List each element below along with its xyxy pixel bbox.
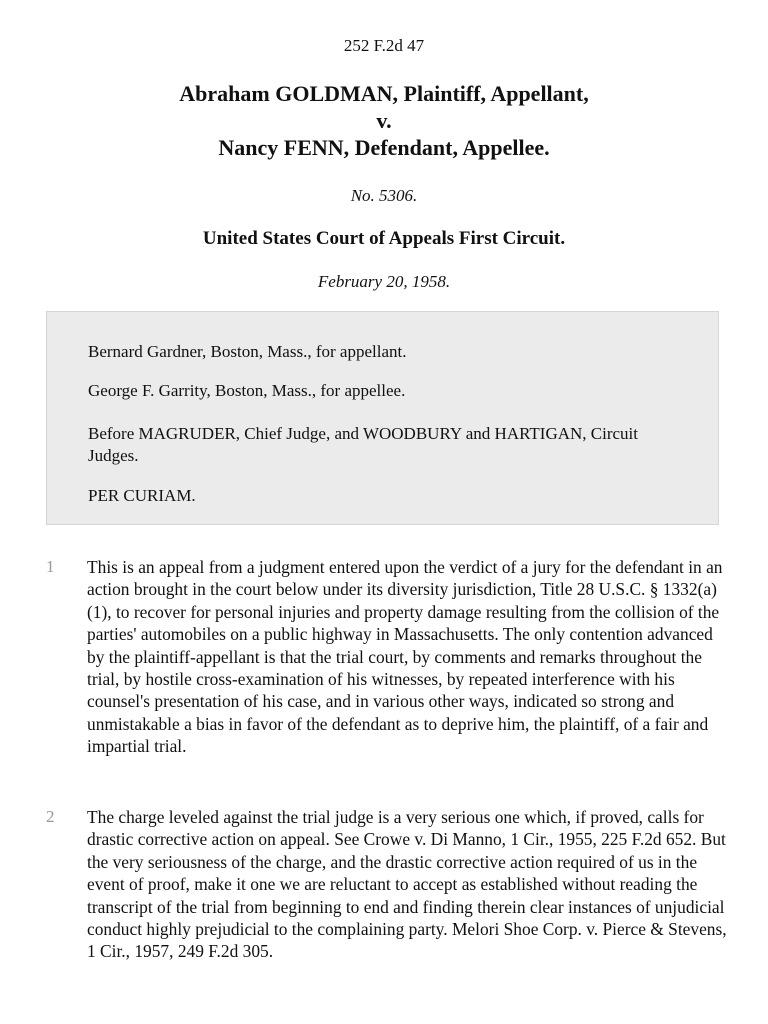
bench-panel: Before MAGRUDER, Chief Judge, and WOODBURY and HARTIGAN, Circuit Judges. (88, 424, 639, 465)
caption-appellant-line: Abraham GOLDMAN, Plaintiff, Appellant, (179, 81, 589, 106)
paragraph-text: The charge leveled against the trial judge is a very serious one which, if proved, calls for drastic corrective action on appeal. See Crowe v. Di Manno, 1 Cir., 1955, 225 F.2d 652. But the very seriousness of the charge, and the drastic corrective action required of us in the event of proof, make it one we are reluctant to accept as established without reading the transcript of the trial from beginning to end and finding therein clear instances of unjudicial conduct highly prejudicial to the complaining party. Melori Shoe Corp. v. Pierce & Stevens, 1 Cir., 1957, 249 F.2d 305. (87, 807, 727, 962)
counsel-appellant: Bernard Gardner, Boston, Mass., for appellant. (88, 342, 407, 361)
caption-versus: v. (376, 108, 392, 133)
counsel-appellee: George F. Garrity, Boston, Mass., for appellee. (88, 381, 406, 400)
paragraph-number: 2 (46, 807, 55, 826)
case-caption (0, 80, 768, 161)
caption-appellee-line: Nancy FENN, Defendant, Appellee. (218, 135, 550, 160)
docket-number: No. 5306. (350, 186, 418, 205)
decision-date: February 20, 1958. (317, 272, 451, 291)
paragraph-number: 1 (46, 557, 55, 576)
case-citation: 252 F.2d 47 (343, 36, 425, 55)
per-curiam-label: PER CURIAM. (88, 486, 196, 505)
paragraph-text: This is an appeal from a judgment entered upon the verdict of a jury for the defendant in an action brought in the court below under its diversity jurisdiction, Title 28 U.S.C. § 1332(a) (1), to recover for personal injuries and property damage resulting from the collision of the parties' automobiles on a public highway in Massachusetts. The only contention advanced by the plaintiff-appellant is that the trial court, by comments and remarks throughout the trial, by hostile cross-examination of his witnesses, by repeated interference with his counsel's presentation of his case, and in various other ways, indicated so strong and unmistakable a bias in favor of the defendant as to deprive him, the plaintiff, of a fair and impartial trial. (87, 557, 723, 757)
counsel-panel (46, 311, 719, 525)
court-name: United States Court of Appeals First Circuit. (202, 228, 566, 249)
